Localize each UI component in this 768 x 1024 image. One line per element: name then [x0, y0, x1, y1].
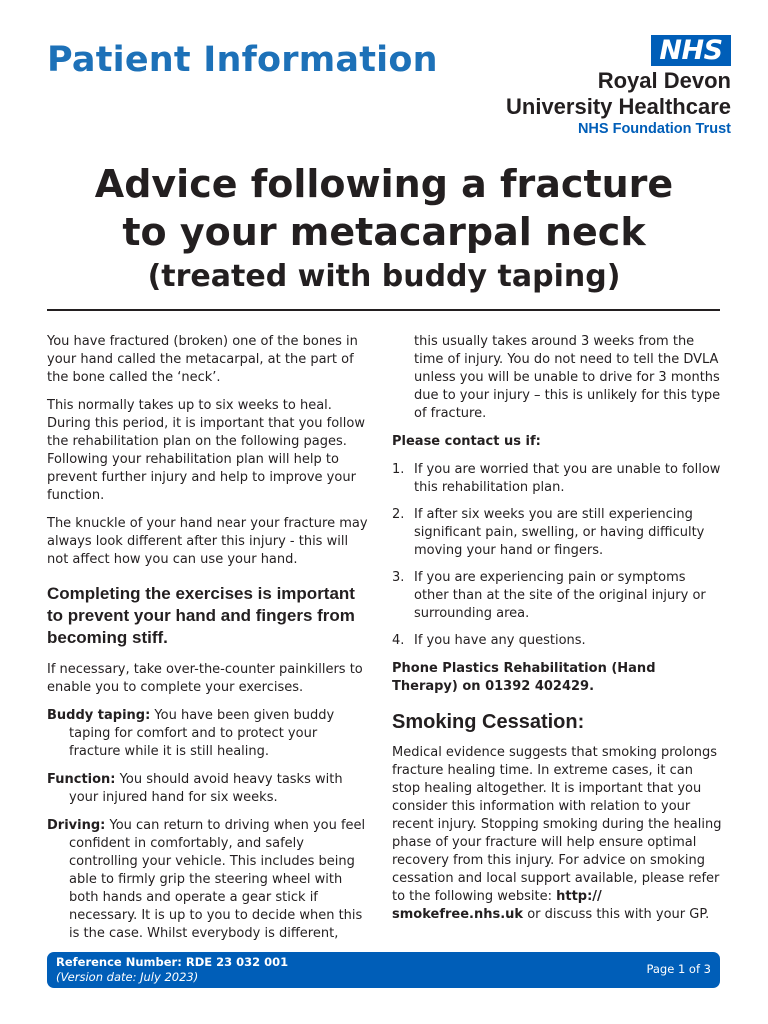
- title-divider: [47, 309, 720, 311]
- driving-text: You can return to driving when you feel confident in comfortably, and safely controlling your vehicle. This includes being able to firmly grip the steering wheel with both hands and operate a gear stick if necessary. It is up to you to decide when this is the case. Whilst everybody is different,: [69, 818, 366, 941]
- list-number: 1.: [392, 462, 405, 477]
- healing-paragraph: This normally takes up to six weeks to heal. During this period, it is important that you follow the rehabilitation plan on the following pages. Following your rehabilitation plan will help to prevent further injury and help to improve your function.: [47, 398, 365, 503]
- knuckle-paragraph: The knuckle of your hand near your fracture may always look different after this injury - this will not affect how you can use your hand.: [47, 516, 368, 567]
- title-line-2: to your metacarpal neck: [122, 210, 646, 254]
- patient-information-heading: Patient Information: [47, 40, 438, 80]
- list-item: [392, 569, 722, 623]
- document-subtitle: (treated with buddy taping): [147, 259, 621, 294]
- painkillers-paragraph: If necessary, take over-the-counter painkillers to enable you to complete your exercises.: [47, 662, 363, 695]
- driving-continued-paragraph: this usually takes around 3 weeks from the time of injury. You do not need to tell the DVLA unless you will be unable to drive for 3 months due to your injury – this is unlikely for this type of fracture.: [414, 334, 721, 421]
- smokefree-link[interactable]: http:// smokefree.nhs.uk: [392, 889, 602, 922]
- buddy-taping-text: You have been given buddy taping for comfort and to protect your fracture while it is still healing.: [69, 708, 335, 759]
- list-text: If you are experiencing pain or symptoms other than at the site of the original injury or surrounding area.: [414, 570, 706, 621]
- right-column: [392, 333, 722, 934]
- list-item: [392, 461, 722, 497]
- list-text: If you have any questions.: [414, 633, 586, 648]
- list-text: If you are worried that you are unable to follow this rehabilitation plan.: [414, 462, 721, 495]
- smoking-end-text: or discuss this with your GP.: [523, 907, 710, 922]
- trust-line-2: University Healthcare: [506, 94, 731, 119]
- list-text: If after six weeks you are still experiencing significant pain, swelling, or having difficulty moving your hand or fingers.: [414, 507, 705, 558]
- trust-line-1: Royal Devon: [597, 68, 731, 93]
- exercises-heading: Completing the exercises is important to prevent your hand and fingers from becoming stiff.: [47, 584, 355, 647]
- contact-heading: Please contact us if:: [392, 434, 541, 449]
- function-paragraph: [47, 771, 372, 807]
- smoking-text: Medical evidence suggests that smoking prolongs fracture healing time. In extreme cases, it can stop healing altogether. It is important that you consider this information with relation to your recent injury. Stopping smoking during the healing phase of your fracture will help ensure optimal recovery from this injury. For advice on smoking cessation and local support available, please refer to the following website:: [392, 745, 722, 904]
- smoking-cessation-heading: Smoking Cessation:: [392, 711, 585, 733]
- footer-bar: [47, 952, 720, 988]
- left-column: [47, 333, 372, 953]
- contact-list: [392, 461, 722, 650]
- trust-name: [506, 68, 731, 138]
- title-line-1: Advice following a fracture: [94, 162, 674, 206]
- list-number: 3.: [392, 570, 405, 585]
- smoking-paragraph: [392, 744, 722, 924]
- driving-label: Driving:: [47, 818, 106, 833]
- nhs-logo: NHS: [651, 35, 731, 66]
- version-date: (Version date: July 2023): [56, 970, 199, 984]
- intro-paragraph: You have fractured (broken) one of the bones in your hand called the metacarpal, at the part of the bone called the ‘neck’.: [47, 334, 358, 385]
- list-number: 2.: [392, 507, 405, 522]
- trust-line-3: NHS Foundation Trust: [577, 121, 731, 137]
- document-title: [0, 160, 768, 256]
- reference-number: Reference Number: RDE 23 032 001: [56, 955, 289, 969]
- driving-paragraph: [47, 817, 372, 943]
- phone-paragraph: Phone Plastics Rehabilitation (Hand Therapy) on 01392 402429.: [392, 661, 656, 694]
- buddy-taping-label: Buddy taping:: [47, 708, 151, 723]
- buddy-taping-paragraph: [47, 707, 372, 761]
- list-number: 4.: [392, 633, 405, 648]
- function-label: Function:: [47, 772, 116, 787]
- list-item: [392, 506, 722, 560]
- function-text: You should avoid heavy tasks with your injured hand for six weeks.: [69, 772, 343, 805]
- list-item: [392, 632, 722, 650]
- page-number: Page 1 of 3: [646, 962, 711, 976]
